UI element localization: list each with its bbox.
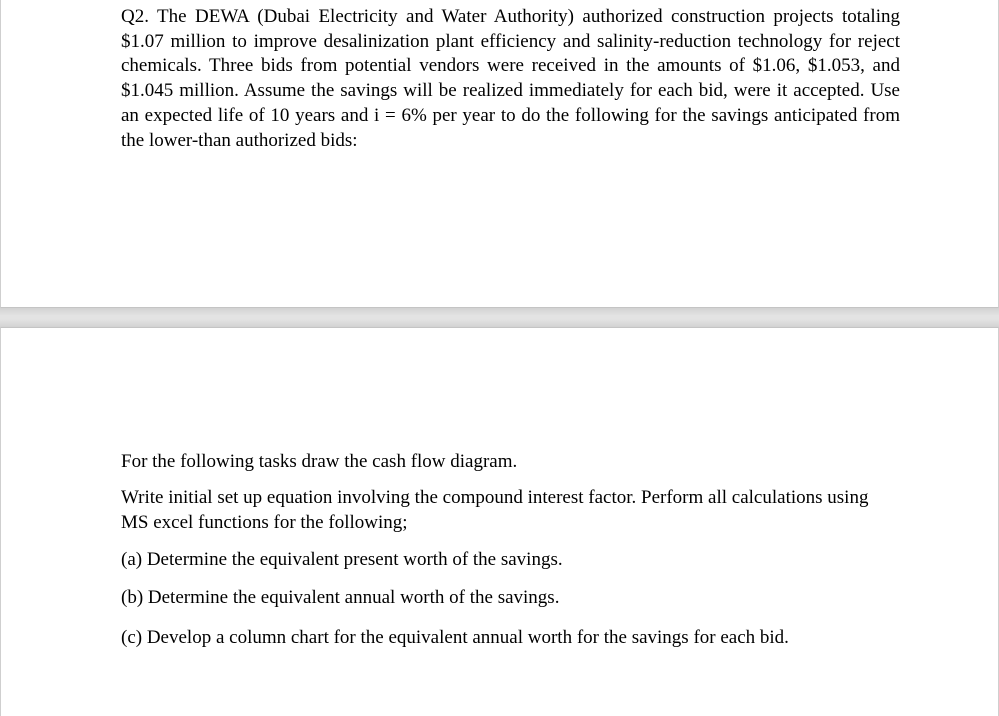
cash-flow-instruction: For the following tasks draw the cash flow diagram. bbox=[121, 451, 518, 472]
part-c-task: (c) Develop a column chart for the equivalent annual worth for the savings for each bid. bbox=[121, 627, 789, 648]
document-page-2 bbox=[0, 327, 999, 716]
part-b-task: (b) Determine the equivalent annual worth of the savings. bbox=[121, 587, 560, 608]
part-a-task: (a) Determine the equivalent present worth of the savings. bbox=[121, 549, 563, 570]
setup-instruction: Write initial set up equation involving the compound interest factor. Perform all calculations using MS excel functions for the following; bbox=[121, 487, 869, 533]
question-paragraph: Q2. The DEWA (Dubai Electricity and Water Authority) authorized construction projects totaling $1.07 million to improve desalinization plant efficiency and salinity-reduction technology for reject chemicals. Three bids from potential vendors were received in the amounts of $1.06, $1.053, and $1.045 million. Assume the savings will be realized immediately for each bid, were it accepted. Use an expected life of 10 years and i = 6% per year to do the following for the savings anticipated from the lower-than authorized bids: bbox=[121, 6, 900, 151]
document-page-1 bbox=[0, 0, 999, 308]
page-separator bbox=[0, 308, 999, 327]
